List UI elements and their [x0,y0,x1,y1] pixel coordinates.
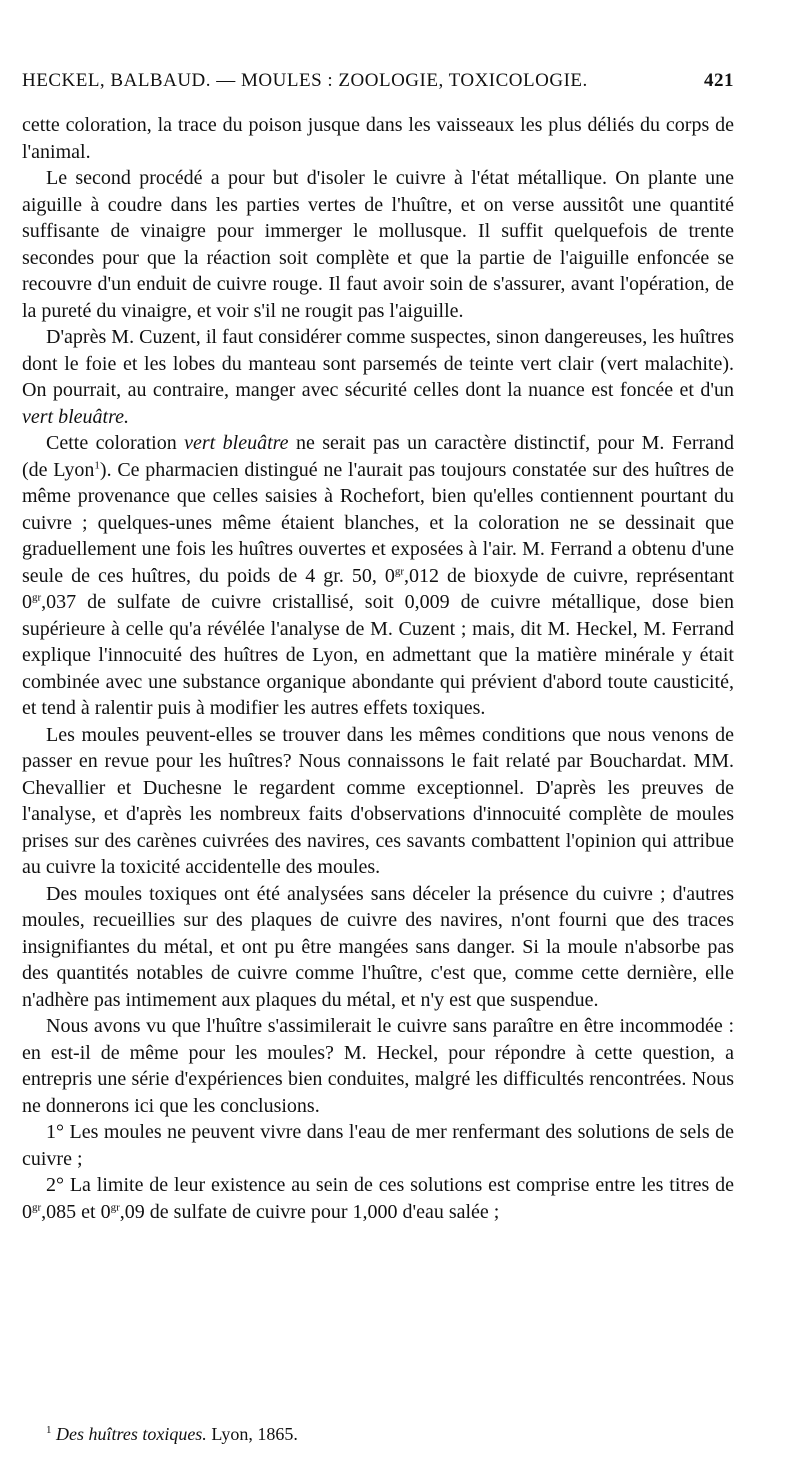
paragraph [22,324,734,430]
paragraph: cette coloration, la trace du poison jusque dans les vaisseaux les plus déliés du corps de l'animal. [22,114,734,163]
paragraph: Nous avons vu que l'huître s'assimilerait le cuivre sans paraître en être incommodée : en est-il de même pour les moules? M. Heckel, pour répondre à cette question, a entrepris une série d'expériences bien conduites, malgré les difficultés rencontrées. Nous ne donnerons ici que les conclusions. [22,1015,734,1117]
footnote-marker: 1 [46,1424,52,1436]
paragraph: Le second procédé a pour but d'isoler le cuivre à l'état métallique. On plante une aiguille à coudre dans les parties vertes de l'huître, et on verse aussitôt une quantité suffisante de vinaigre pour immerger le mollusque. Il suffit quelquefois de trente secondes pour que la réaction soit complète et que la partie de l'aiguille enfoncée se recouvre d'un enduit de cuivre rouge. Il faut avoir soin de s'assurer, avant l'opération, de la pureté du vinaigre, et voir s'il ne rougit pas l'aiguille. [22,167,734,322]
paragraph-text: D'après M. Cuzent, il faut considérer comme suspectes, sinon dangereuses, les huîtres dont le foie et les lobes du manteau sont parsemés de teinte vert clair (vert malachite). On pourrait, au contraire, manger avec sécurité celles dont la nuance est foncée et d'un [22,326,734,401]
paragraph [22,430,734,722]
unit-superscript: gr [394,564,405,577]
paragraph-text: ). Ce pharmacien distingué ne l'aurait pas toujours constatée sur des huîtres de même provenance que celles saisies à Rochefort, bien qu'elles contiennent pourtant du cuivre ; quelques-unes même étaient blanches, et la coloration ne se dessinait que graduellement une fois les huîtres ouvertes et exposées à l'air. M. Ferrand a obtenu d'une seule de ces huîtres, du poids de 4 gr. 50, 0 [22,458,734,587]
paragraph-text: 2° La limite de leur existence au sein de ces solutions est comprise entre les titres de 0 [22,1174,734,1223]
unit-superscript: gr [32,1200,42,1213]
paragraph-text: ,012 de bioxyde de cuivre, représentant 0 [22,564,735,613]
footnote-reference: 1 [94,458,100,471]
paragraph-text: ,085 et 0 [41,1200,111,1223]
paragraph-text: ne serait pas un caractère distinctif, pour M. Ferrand (de Lyon [22,432,735,481]
body-text [22,112,734,1225]
footnote [22,1424,734,1445]
paragraph: Les moules peuvent-elles se trouver dans les mêmes conditions que nous venons de passer en revue pour les huîtres? Nous connaissons le fait relaté par Bouchardat. MM. Chevallier et Duchesne le regardent comme exceptionnel. D'après les preuves de l'analyse, et d'après les nombreux faits d'observations d'innocuité complète de moules prises sur des carènes cuivrées des navires, ces savants combattent l'opinion qui attribue au cuivre la toxicité accidentelle des moules. [22,723,734,878]
running-title: HECKEL, BALBAUD. — MOULES : ZOOLOGIE, TOXICOLOGIE. [22,70,588,91]
emphasis-text: vert bleuâtre. [22,405,130,428]
paragraph: 1° Les moules ne peuvent vivre dans l'eau de mer renfermant des solutions de sels de cuivre ; [22,1121,734,1170]
page-number: 421 [704,70,734,91]
unit-superscript: gr [110,1200,120,1213]
footnote-title: Des huîtres toxiques. [56,1424,207,1444]
running-header [22,70,734,92]
footnote-text: Lyon, 1865. [211,1424,298,1444]
unit-superscript: gr [32,591,42,604]
paragraph-text: ,09 de sulfate de cuivre pour 1,000 d'eau salée ; [119,1200,500,1223]
paragraph: Des moules toxiques ont été analysées sans déceler la présence du cuivre ; d'autres moules, recueillies sur des plaques de cuivre des navires, n'ont fourni que des traces insignifiantes du métal, et ont pu être mangées sans danger. Si la moule n'absorbe pas des quantités notables de cuivre comme l'huître, c'est que, comme cette dernière, elle n'adhère pas intimement aux plaques du métal, et n'y est que suspendue. [22,882,734,1011]
paragraph-text: ,037 de sulfate de cuivre cristallisé, soit 0,009 de cuivre métallique, dose bien supérieure à celle qu'a révélée l'analyse de M. Cuzent ; mais, dit M. Heckel, M. Ferrand explique l'innocuité des huîtres de Lyon, en admettant que la matière minérale y était combinée avec une substance organique abondante qui prévient d'abord toute causticité, et tend à ralentir puis à modifier les autres effets toxiques. [22,591,734,719]
paragraph-text: Cette coloration [46,432,177,454]
emphasis-text: vert bleuâtre [184,432,289,454]
paragraph [22,1172,734,1225]
